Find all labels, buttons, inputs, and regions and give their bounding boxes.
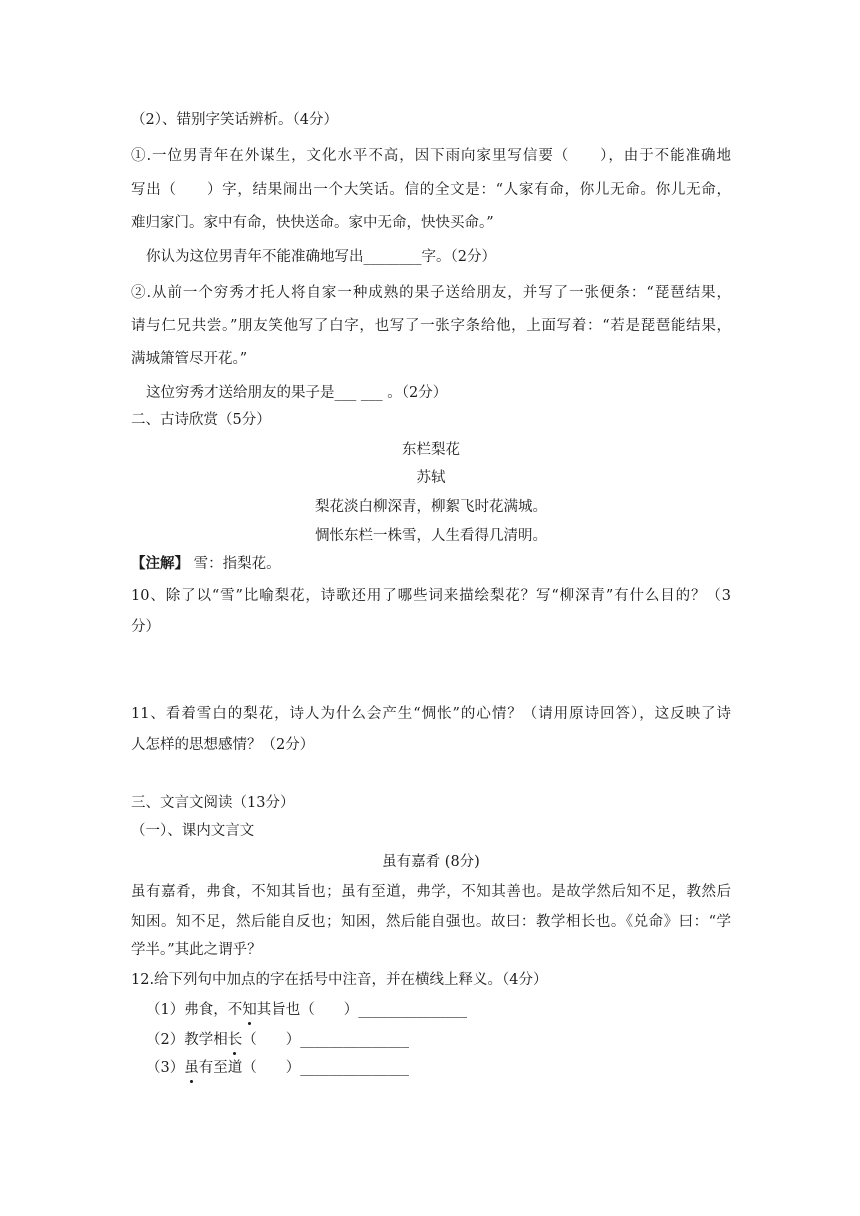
section-heading-classical: 三、文言文阅读（13分）: [131, 795, 295, 811]
subsection-heading: （一）、课内文言文: [131, 823, 255, 839]
q1-line-2: 写出（ ）字，结果闹出一个大笑话。信的全文是：“人家有命，你儿无命。你儿无命，: [131, 182, 731, 198]
q12-item-2: [146, 1030, 746, 1050]
annotation-label: 【注解】: [131, 555, 189, 572]
q10-line-2: 分）: [131, 619, 160, 635]
q12-prompt: 12.给下列句中加点的字在括号中注音，并在横线上释义。（4分）: [131, 972, 548, 988]
q12-item-1: [146, 1000, 746, 1020]
poem-title: 东栏梨花: [402, 442, 460, 458]
q12-item-3-pre: （3）: [146, 1060, 185, 1076]
q11-line-2: 人怎样的思想感情？（2分）: [131, 737, 315, 753]
q1-line-1: ①.一位男青年在外谋生，文化水平不高，因下雨向家里写信要（ ），由于不能准确地: [131, 148, 731, 164]
q12-item-3-post: 有至道（ ）_______________: [198, 1060, 409, 1076]
q1-line-3: 难归家门。家中有命，快快送命。家中无命，快快买命。”: [131, 215, 494, 231]
q11-line-1: 11、看着雪白的梨花，诗人为什么会产生“惆怅”的心情？（请用原诗回答），这反映了诗: [131, 706, 731, 722]
poem-annotation: [131, 554, 731, 574]
section-heading-poetry: 二、古诗欣赏（5分）: [131, 412, 271, 428]
passage-line-3: 学半。”其此之谓乎？: [131, 942, 262, 958]
q10-line-1: 10、除了以“雪”比喻梨花，诗歌还用了哪些词来描绘梨花？写“柳深青”有什么目的？（3: [131, 588, 731, 604]
q12-item-2-dotted-char: 长: [227, 1032, 243, 1048]
passage-title: 虽有嘉肴 (8分): [382, 854, 480, 870]
q12-item-2-pre: （2）教学相: [146, 1032, 228, 1048]
annotation-text: 雪：指梨花。: [189, 556, 281, 572]
q2-line-1: ②.从前一个穷秀才托人将自家一种成熟的果子送给朋友，并写了一张便条：“琵琶结果，: [131, 285, 731, 301]
q2-line-3: 满城箫管尽开花。”: [131, 351, 248, 367]
poem-author: 苏轼: [416, 470, 446, 486]
passage-line-1: 虽有嘉肴，弗食，不知其旨也；虽有至道，弗学，不知其善也。是故学然后知不足，教然后: [131, 884, 731, 900]
poem-line-2: 惆怅东栏一株雪，人生看得几清明。: [315, 528, 547, 544]
q12-item-1-post: 其旨也（ ）_______________: [256, 1002, 467, 1018]
q2-line-2: 请与仁兄共尝。”朋友笑他写了白字，也写了一张字条给他，上面写着：“若是琵琶能结果，: [131, 318, 731, 334]
passage-line-2: 知困。知不足，然后能自反也；知困，然后能自强也。故曰：教学相长也。《兑命》曰：“学: [131, 914, 731, 930]
q12-item-2-post: （ ）_______________: [242, 1032, 409, 1048]
q12-item-1-pre: （1）弗食，不: [146, 1002, 243, 1018]
q1-question: 你认为这位男青年不能准确地写出________字。（2分）: [146, 249, 496, 265]
section-heading-typo-jokes: （2）、错别字笑话辨析。（4分）: [131, 112, 338, 128]
q12-item-3: [146, 1058, 746, 1078]
q2-question: 这位穷秀才送给朋友的果子是___ ___ 。（2分）: [146, 385, 448, 401]
q12-item-1-dotted-char: 知: [242, 1002, 257, 1018]
poem-line-1: 梨花淡白柳深青，柳絮飞时花满城。: [315, 499, 547, 515]
q12-item-3-dotted-char: 虽: [184, 1060, 199, 1076]
